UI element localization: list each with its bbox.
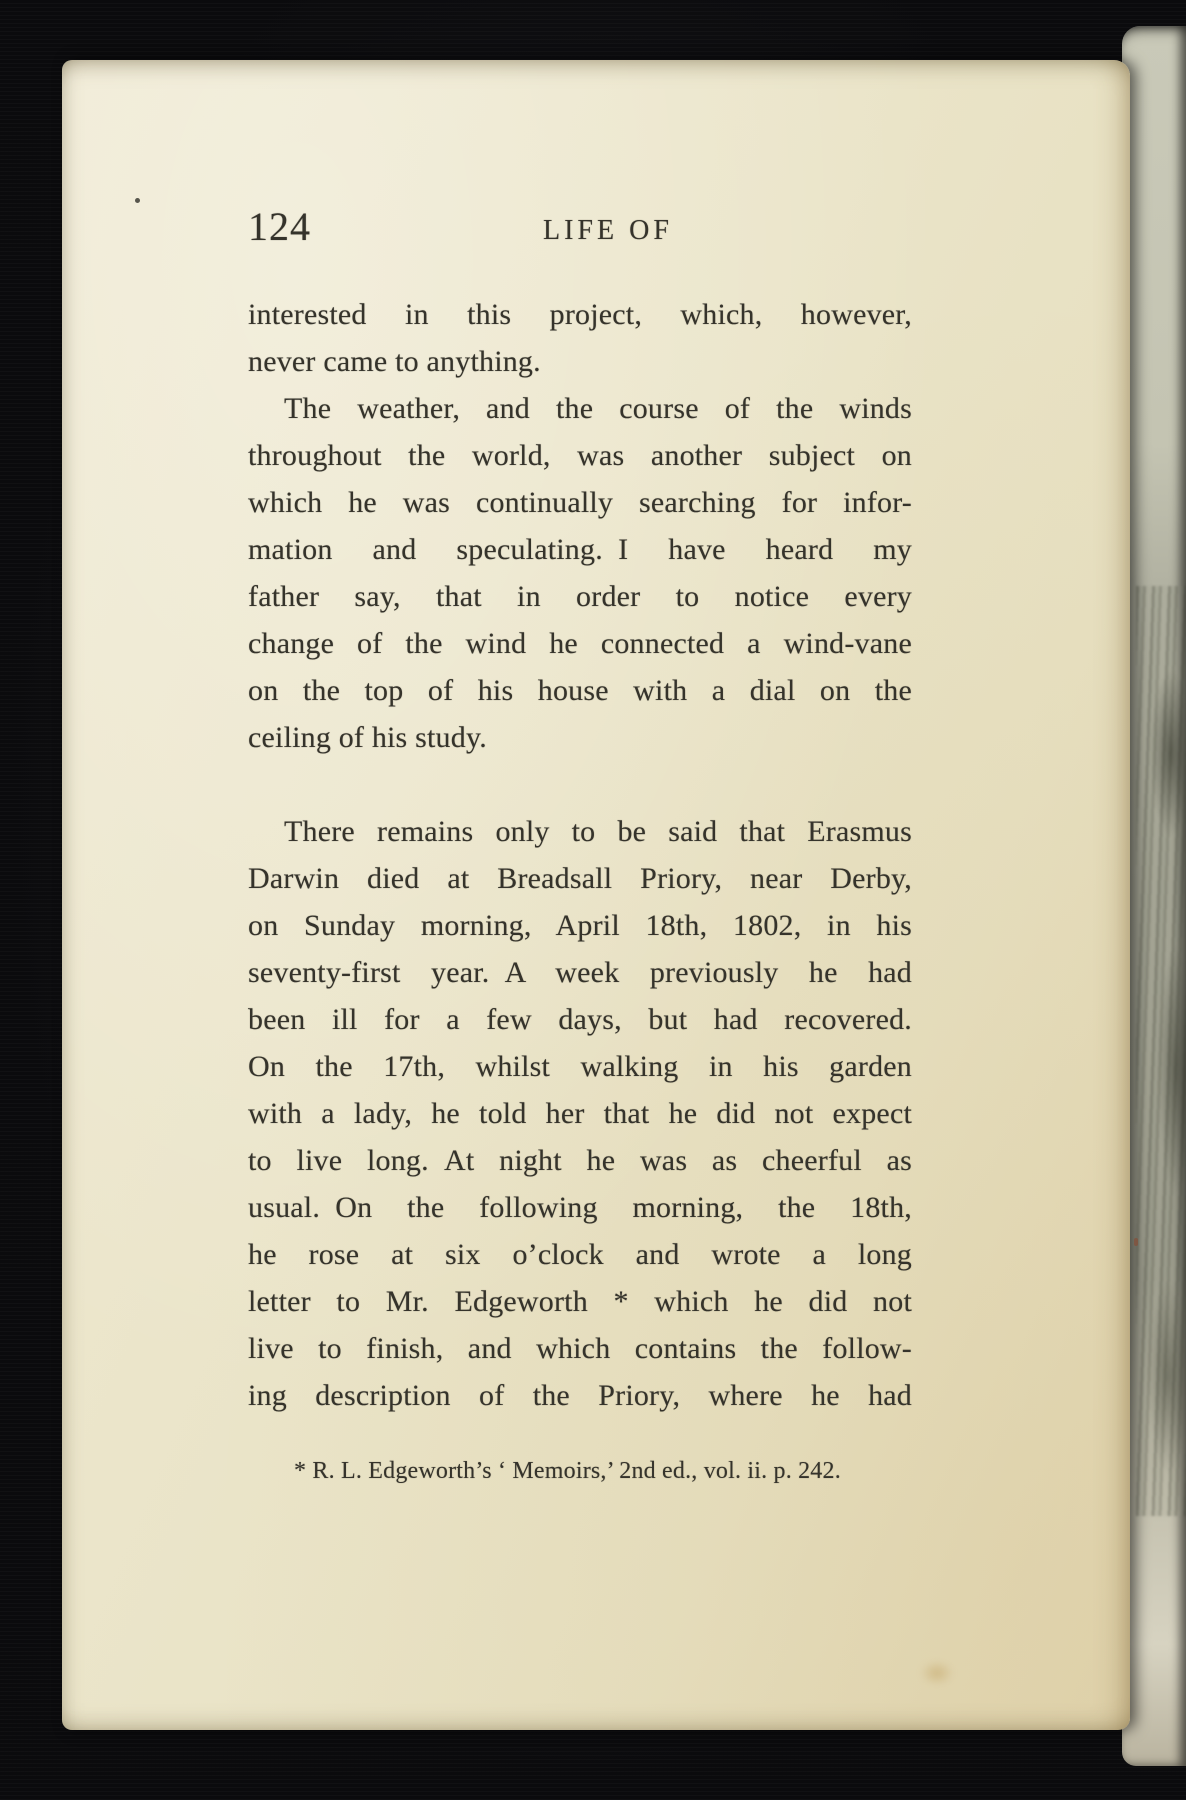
book-page <box>62 60 1130 1730</box>
footnote: * R. L. Edgeworth’s ‘ Memoirs,’ 2nd ed., vol. ii. p. 242. <box>294 1458 841 1484</box>
body-line: mation and speculating. I have heard my <box>248 533 912 566</box>
body-line: On the 17th, whilst walking in his garden <box>248 1050 912 1083</box>
body-line: to live long. At night he was as cheerful as <box>248 1144 912 1177</box>
body-line: seventy-first year. A week previously he had <box>248 956 912 989</box>
body-line: ing description of the Priory, where he had <box>248 1379 912 1412</box>
body-line: letter to Mr. Edgeworth * which he did not <box>248 1285 912 1318</box>
body-line: been ill for a few days, but had recovered. <box>248 1003 912 1036</box>
next-page-edge <box>1122 26 1186 1766</box>
body-line: on Sunday morning, April 18th, 1802, in his <box>248 909 912 942</box>
page-number: 124 <box>248 204 311 249</box>
body-line: on the top of his house with a dial on the <box>248 674 912 707</box>
body-text <box>62 291 912 1419</box>
ink-speck <box>135 198 140 203</box>
paper-stain <box>920 1660 954 1686</box>
body-line: he rose at six o’clock and wrote a long <box>248 1238 912 1271</box>
running-title: LIFE OF <box>543 215 673 246</box>
body-line: which he was continually searching for infor- <box>248 486 912 519</box>
edge-speck <box>1134 1238 1138 1246</box>
body-line: ceiling of his study. <box>248 721 487 754</box>
body-line: throughout the world, was another subject on <box>248 439 912 472</box>
body-line: Darwin died at Breadsall Priory, near Derby, <box>248 862 912 895</box>
body-line: father say, that in order to notice every <box>248 580 912 613</box>
body-line: interested in this project, which, however, <box>248 298 912 331</box>
page-header <box>62 206 1130 248</box>
body-line: The weather, and the course of the winds <box>284 392 912 425</box>
body-line: There remains only to be said that Erasmus <box>284 815 912 848</box>
facing-page-engraving-sliver <box>1136 586 1186 1516</box>
body-line: usual. On the following morning, the 18th, <box>248 1191 912 1224</box>
body-line: never came to anything. <box>248 345 541 378</box>
body-line: live to finish, and which contains the follow- <box>248 1332 912 1365</box>
body-line: with a lady, he told her that he did not expect <box>248 1097 912 1130</box>
body-line: change of the wind he connected a wind-vane <box>248 627 912 660</box>
